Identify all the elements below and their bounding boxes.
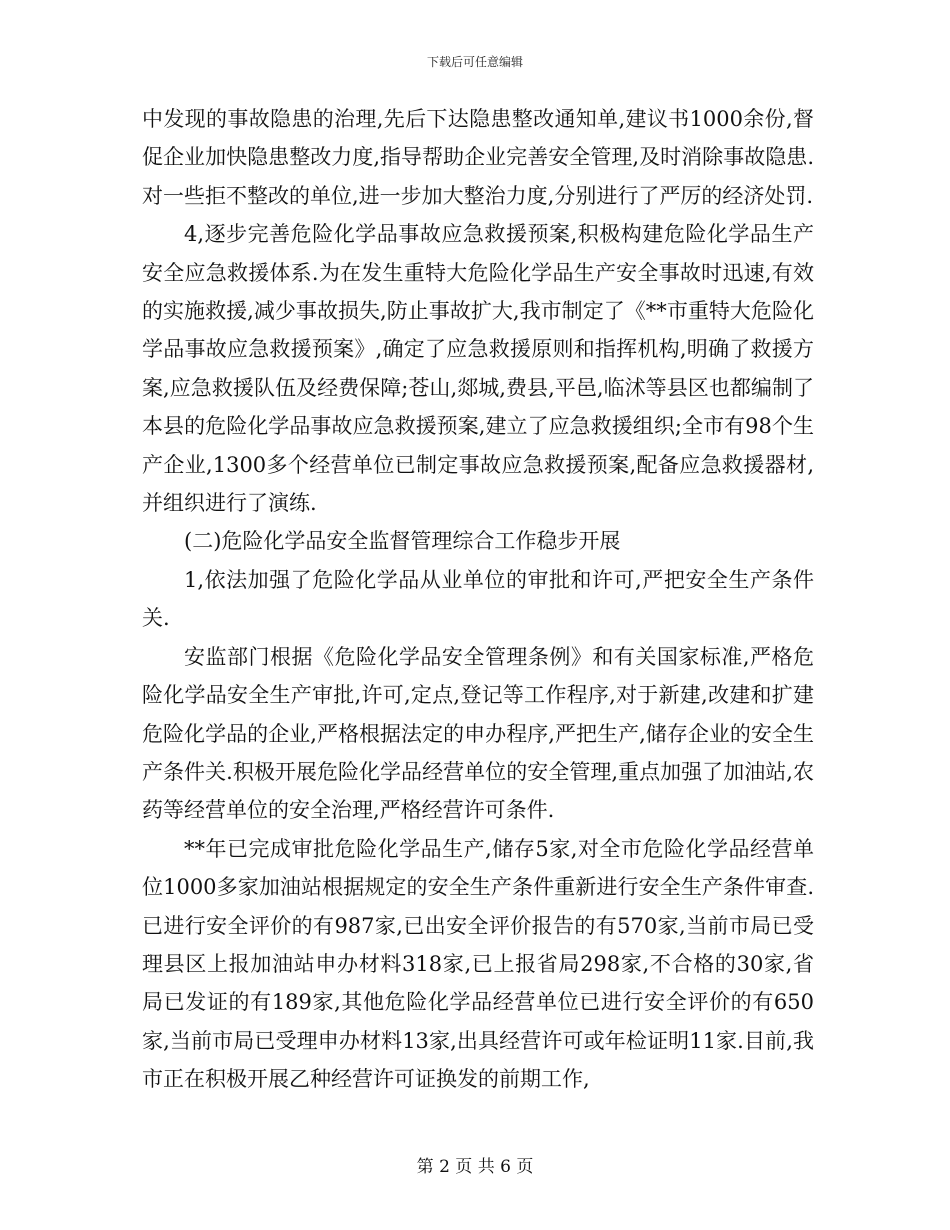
paragraph-statistics: **年已完成审批危险化学品生产,储存5家,对全市危险化学品经营单位1000多家加油站根据规定的安全生产条件重新进行安全生产条件审查.已进行安全评价的有987家,已出安全评价报告的有570家,当前市局已受理县区上报加油站申办材料318家,已上报省局298家,不合格的30家,省局已发证的有189家,其他危险化学品经营单位已进行安全评价的有650家,当前市局已受理申办材料13家,出具经营许可或年检证明11家.目前,我市正在积极开展乙种经营许可证换发的前期工作, bbox=[142, 836, 814, 1092]
body-text bbox=[142, 100, 814, 1099]
paragraph-approval: 1,依法加强了危险化学品从业单位的审批和许可,严把安全生产条件关. bbox=[142, 567, 814, 631]
paragraph-emergency-plan: 4,逐步完善危险化学品事故应急救援预案,积极构建危险化学品生产安全应急救援体系.为在发生重特大危险化学品生产安全事故时迅速,有效的实施救援,减少事故损失,防止事故扩大,我市制定了《**市重特大危险化学品事故应急救援预案》,确定了应急救援原则和指挥机构,明确了救援方案,应急救援队伍及经费保障;苍山,郯城,费县,平邑,临沭等县区也都编制了本县的危险化学品事故应急救援预案,建立了应急救援组织;全市有98个生产企业,1300多个经营单位已制定事故应急救援预案,配备应急救援器材,并组织进行了演练. bbox=[142, 222, 814, 516]
page-header-note: 下载后可任意编辑 bbox=[426, 55, 523, 69]
section-heading-supervision: (二)危险化学品安全监督管理综合工作稳步开展 bbox=[184, 529, 621, 554]
paragraph-continuation: 中发现的事故隐患的治理,先后下达隐患整改通知单,建议书1000余份,督促企业加快隐患整改力度,指导帮助企业完善安全管理,及时消除事故隐患.对一些拒不整改的单位,进一步加大整治力度,分别进行了严厉的经济处罚. bbox=[142, 107, 814, 208]
paragraph-regulations: 安监部门根据《危险化学品安全管理条例》和有关国家标准,严格危险化学品安全生产审批,许可,定点,登记等工作程序,对于新建,改建和扩建危险化学品的企业,严格根据法定的申办程序,严把生产,储存企业的安全生产条件关.积极开展危险化学品经营单位的安全管理,重点加强了加油站,农药等经营单位的安全治理,严格经营许可条件. bbox=[142, 644, 814, 823]
page-number-footer: 第 2 页 共 6 页 bbox=[416, 1157, 534, 1177]
